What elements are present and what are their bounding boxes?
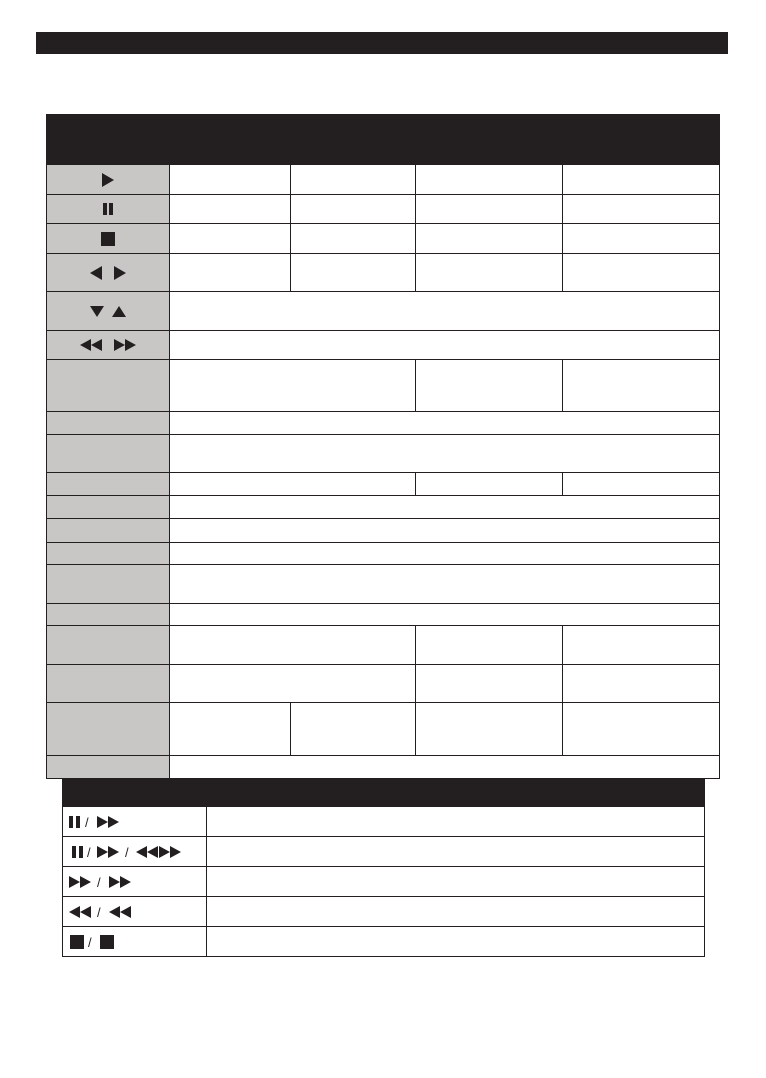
- value-cell: [170, 360, 416, 412]
- value-cell: [416, 665, 563, 703]
- legend-symbol-cell: [63, 807, 207, 837]
- key-cell: [47, 331, 170, 360]
- media-controls-table: [46, 114, 720, 779]
- rewind-fastforward-icon: [136, 846, 181, 858]
- play-icon: [101, 172, 115, 188]
- value-cell: [563, 703, 720, 756]
- svg-text:/: /: [85, 814, 89, 830]
- key-cell: [47, 435, 170, 473]
- value-cell: [291, 703, 416, 756]
- table-row: [47, 519, 720, 543]
- pause-icon: [72, 846, 83, 858]
- table-row: [47, 543, 720, 565]
- legend-description-cell: [207, 807, 705, 837]
- stop-icon: [100, 231, 116, 247]
- value-cell: [416, 195, 563, 224]
- legend-description-cell: [207, 927, 705, 957]
- table-row: [47, 473, 720, 496]
- key-cell: [47, 665, 170, 703]
- value-cell: [170, 496, 720, 519]
- value-cell: [416, 703, 563, 756]
- table-row: [47, 360, 720, 412]
- svg-text:/: /: [97, 904, 101, 920]
- stop-icon: [100, 935, 114, 949]
- table-row: [47, 412, 720, 435]
- fast-forward-icon: [97, 816, 119, 828]
- pause-icon: [69, 816, 80, 828]
- value-cell: [563, 665, 720, 703]
- rewind-icon: [109, 906, 131, 918]
- table-row: [47, 224, 720, 254]
- value-cell: [563, 224, 720, 254]
- table-row: [47, 331, 720, 360]
- legend-row: [63, 867, 705, 897]
- legend-symbol-cell: [63, 897, 207, 927]
- value-cell: [170, 412, 720, 435]
- svg-text:/: /: [88, 934, 92, 950]
- header-cell: [63, 780, 207, 807]
- key-cell: [47, 195, 170, 224]
- table-row: [47, 435, 720, 473]
- value-cell: [416, 626, 563, 665]
- value-cell: [170, 292, 720, 331]
- key-cell: [47, 519, 170, 543]
- header-cell: [47, 115, 170, 165]
- fast-forward-icon: [109, 876, 131, 888]
- value-cell: [170, 703, 291, 756]
- key-cell: [47, 626, 170, 665]
- value-cell: [170, 756, 720, 779]
- header-cell: [416, 115, 563, 165]
- table-row: [47, 604, 720, 626]
- svg-text:/: /: [87, 844, 91, 860]
- table-row: [47, 496, 720, 519]
- value-cell: [416, 473, 563, 496]
- fast-forward-icon: [69, 876, 91, 888]
- svg-text:/: /: [125, 844, 129, 860]
- key-cell: [47, 360, 170, 412]
- value-cell: [170, 224, 291, 254]
- key-cell: [47, 565, 170, 604]
- value-cell: [170, 519, 720, 543]
- value-cell: [170, 254, 291, 292]
- table-row: [47, 254, 720, 292]
- legend-row: [63, 897, 705, 927]
- value-cell: [170, 195, 291, 224]
- value-cell: [170, 604, 720, 626]
- pause-fastforward-rewind-icon: [67, 844, 197, 860]
- value-cell: [563, 626, 720, 665]
- value-cell: [170, 665, 416, 703]
- stop-icon: [70, 935, 84, 949]
- key-cell: [47, 292, 170, 331]
- table-row: [47, 565, 720, 604]
- table-row: [47, 665, 720, 703]
- table-row: [47, 626, 720, 665]
- legend-description-cell: [207, 897, 705, 927]
- legend-row: [63, 837, 705, 867]
- key-cell: [47, 224, 170, 254]
- legend-symbol-cell: [63, 867, 207, 897]
- value-cell: [416, 224, 563, 254]
- value-cell: [291, 165, 416, 195]
- key-cell: [47, 165, 170, 195]
- value-cell: [416, 254, 563, 292]
- pause-fastforward-icon: [67, 814, 127, 830]
- table-row: [47, 165, 720, 195]
- value-cell: [291, 254, 416, 292]
- value-cell: [170, 565, 720, 604]
- legend-row: [63, 927, 705, 957]
- value-cell: [563, 473, 720, 496]
- value-cell: [170, 543, 720, 565]
- key-cell: [47, 473, 170, 496]
- key-cell: [47, 604, 170, 626]
- svg-text:/: /: [97, 874, 101, 890]
- table-row: [47, 703, 720, 756]
- value-cell: [416, 360, 563, 412]
- table-header-row: [47, 115, 720, 165]
- table-row: [47, 292, 720, 331]
- down-up-arrows-icon: [88, 304, 128, 318]
- value-cell: [170, 435, 720, 473]
- legend-description-cell: [207, 867, 705, 897]
- legend-symbol-cell: [63, 837, 207, 867]
- value-cell: [170, 473, 416, 496]
- pause-icon: [102, 202, 114, 216]
- value-cell: [563, 195, 720, 224]
- fast-forward-icon: [97, 846, 119, 858]
- header-cell: [291, 115, 416, 165]
- legend-symbol-cell: [63, 927, 207, 957]
- key-cell: [47, 703, 170, 756]
- rewind-icon: [69, 906, 91, 918]
- value-cell: [170, 165, 291, 195]
- header-cell: [563, 115, 720, 165]
- value-cell: [416, 165, 563, 195]
- header-cell: [170, 115, 291, 165]
- legend-table: [62, 779, 705, 957]
- rewind-pair-icon: [67, 904, 139, 920]
- legend-description-cell: [207, 837, 705, 867]
- header-cell: [207, 780, 705, 807]
- stop-pair-icon: [67, 933, 127, 951]
- fastforward-pair-icon: [67, 874, 139, 890]
- value-cell: [170, 626, 416, 665]
- key-cell: [47, 254, 170, 292]
- legend-row: [63, 807, 705, 837]
- legend-header-row: [63, 780, 705, 807]
- value-cell: [563, 254, 720, 292]
- value-cell: [563, 360, 720, 412]
- rewind-fastforward-icon: [79, 338, 137, 352]
- key-cell: [47, 412, 170, 435]
- key-cell: [47, 543, 170, 565]
- value-cell: [291, 224, 416, 254]
- value-cell: [170, 331, 720, 360]
- left-right-arrows-icon: [88, 265, 128, 281]
- table-row: [47, 195, 720, 224]
- value-cell: [291, 195, 416, 224]
- value-cell: [563, 165, 720, 195]
- title-bar: [36, 32, 728, 54]
- key-cell: [47, 496, 170, 519]
- key-cell: [47, 756, 170, 779]
- table-row: [47, 756, 720, 779]
